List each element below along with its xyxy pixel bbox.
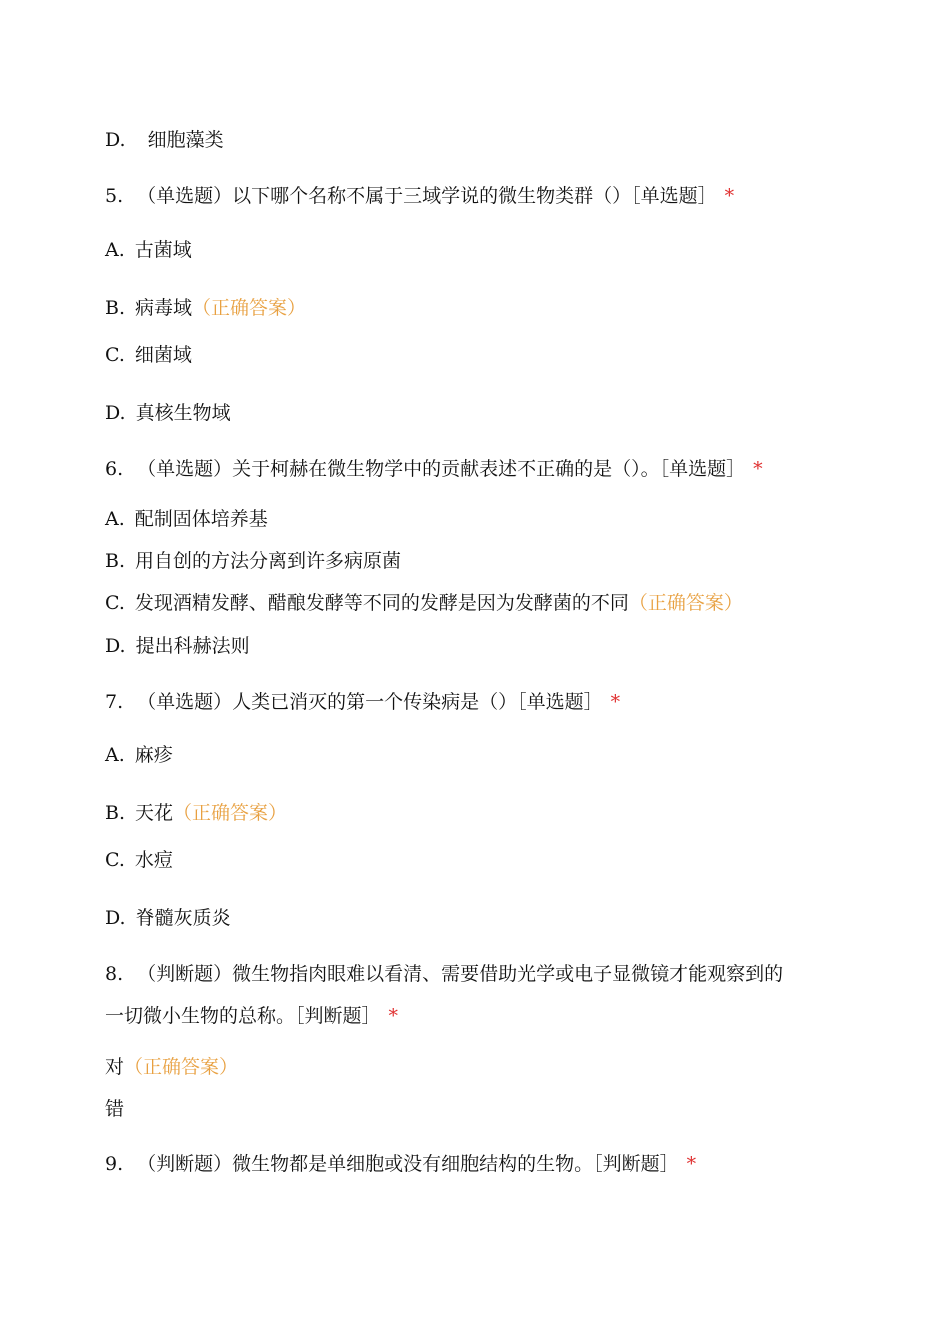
option-letter: A. xyxy=(105,508,125,530)
question-text: （单选题）人类已消灭的第一个传染病是（）［单选题］ xyxy=(137,691,603,713)
q7-option-a[interactable] xyxy=(105,743,173,767)
option-text: 对 xyxy=(105,1056,125,1078)
question-8 xyxy=(105,962,783,986)
option-text: 脊髓灰质炎 xyxy=(135,907,231,929)
required-star: * xyxy=(686,1153,697,1175)
question-number: 5. xyxy=(105,185,124,207)
correct-answer-label: （正确答案） xyxy=(628,592,743,614)
option-letter: B. xyxy=(105,550,126,572)
question-6 xyxy=(105,457,763,481)
option-text: 真核生物域 xyxy=(135,402,231,424)
question-number: 6. xyxy=(105,458,124,480)
option-letter: C. xyxy=(105,849,125,871)
q6-option-c[interactable] xyxy=(105,591,743,615)
option-text: 提出科赫法则 xyxy=(135,635,250,657)
question-text: （单选题）关于柯赫在微生物学中的贡献表述不正确的是（）。［单选题］ xyxy=(137,458,746,480)
question-text: （判断题）微生物都是单细胞或没有细胞结构的生物。［判断题］ xyxy=(137,1153,679,1175)
question-8-continuation xyxy=(105,1004,398,1028)
option-letter: D. xyxy=(105,907,126,929)
correct-answer-label: （正确答案） xyxy=(173,802,288,824)
required-star: * xyxy=(610,691,621,713)
option-letter: C. xyxy=(105,592,125,614)
option-text: 水痘 xyxy=(134,849,173,871)
required-star: * xyxy=(724,185,735,207)
question-number: 7. xyxy=(105,691,124,713)
question-text: （判断题）微生物指肉眼难以看清、需要借助光学或电子显微镜才能观察到的 xyxy=(137,963,784,985)
q6-option-d[interactable] xyxy=(105,634,250,658)
option-text: 天花 xyxy=(135,802,174,824)
option-letter: D. xyxy=(105,635,126,657)
question-text: 一切微小生物的总称。［判断题］ xyxy=(105,1005,381,1027)
option-letter: A. xyxy=(105,239,125,261)
option-text: 麻疹 xyxy=(134,744,173,766)
option-letter: B. xyxy=(105,297,126,319)
q7-option-b[interactable] xyxy=(105,801,287,825)
required-star: * xyxy=(753,458,763,480)
required-star: * xyxy=(388,1005,399,1027)
question-9 xyxy=(105,1152,696,1176)
option-text: 细胞藻类 xyxy=(147,129,224,151)
question-number: 8. xyxy=(105,963,124,985)
option-text: 配制固体培养基 xyxy=(134,508,268,530)
question-7 xyxy=(105,690,620,714)
correct-answer-label: （正确答案） xyxy=(124,1056,239,1078)
option-letter: A. xyxy=(105,744,125,766)
q8-option-true[interactable] xyxy=(105,1055,238,1079)
q6-option-a[interactable] xyxy=(105,507,268,531)
q7-option-d[interactable] xyxy=(105,906,231,930)
q7-option-c[interactable] xyxy=(105,848,173,872)
option-letter: D. xyxy=(105,129,126,151)
option-letter: D. xyxy=(105,402,126,424)
option-text: 错 xyxy=(105,1098,125,1120)
option-d-q4 xyxy=(105,128,224,152)
q8-option-false[interactable] xyxy=(105,1097,124,1121)
option-text: 病毒域 xyxy=(135,297,193,319)
question-number: 9. xyxy=(105,1153,124,1175)
q5-option-b[interactable] xyxy=(105,296,306,320)
option-letter: C. xyxy=(105,344,125,366)
option-letter: B. xyxy=(105,802,126,824)
option-text: 用自创的方法分离到许多病原菌 xyxy=(135,550,402,572)
question-5 xyxy=(105,184,734,208)
q5-option-a[interactable] xyxy=(105,238,192,262)
question-text: （单选题）以下哪个名称不属于三域学说的微生物类群（）［单选题］ xyxy=(137,185,717,207)
q6-option-b[interactable] xyxy=(105,549,401,573)
option-text: 古菌域 xyxy=(134,239,192,261)
option-text: 细菌域 xyxy=(134,344,192,366)
q5-option-d[interactable] xyxy=(105,401,231,425)
correct-answer-label: （正确答案） xyxy=(192,297,307,319)
q5-option-c[interactable] xyxy=(105,343,192,367)
option-text: 发现酒精发酵、醋酿发酵等不同的发酵是因为发酵菌的不同 xyxy=(134,592,629,614)
